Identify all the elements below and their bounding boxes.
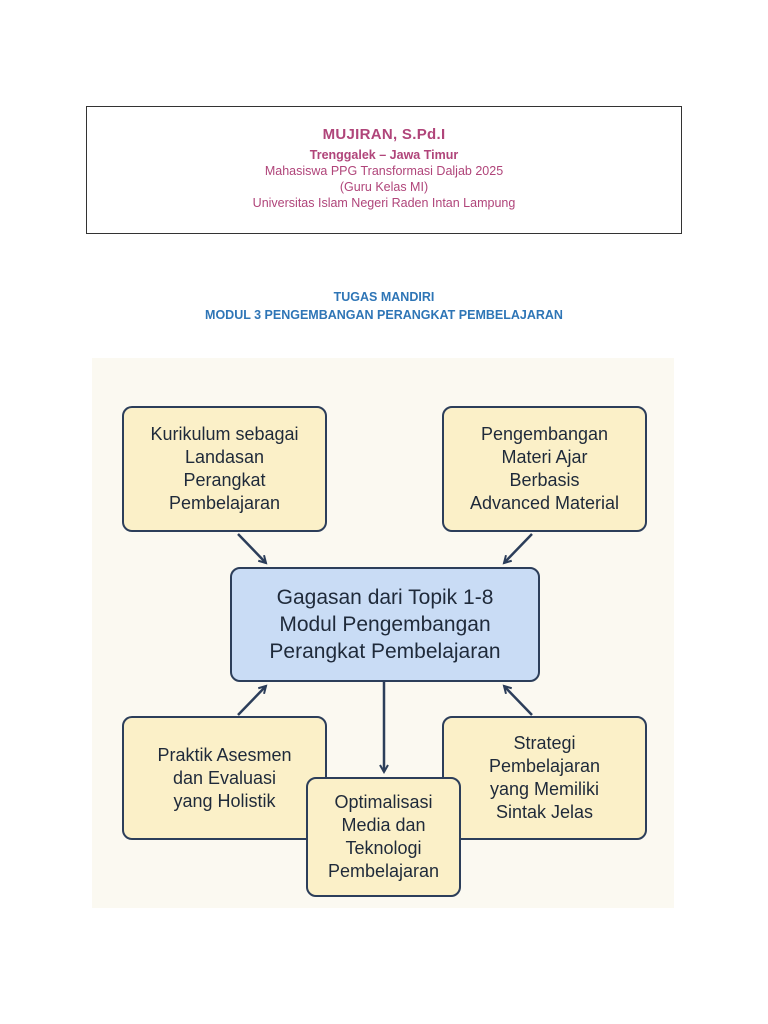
arrow-top-right-to-center [504,534,532,563]
author-university: Universitas Islam Negeri Raden Intan Lampung [252,196,516,210]
author-location: Trenggalek – Jawa Timur [309,148,459,162]
arrow-top-left-to-center [238,534,266,563]
document-title [0,288,768,324]
node-strategi: Strategi Pembelajaran yang Memiliki Sintak Jelas [442,716,647,840]
arrow-bottom-right-to-center [504,686,532,715]
author-info-box [86,106,682,234]
arrow-bottom-left-to-center [238,686,266,715]
author-program: Mahasiswa PPG Transformasi Daljab 2025 [264,164,504,178]
title-line-1: TUGAS MANDIRI [333,290,435,304]
node-media-teknologi: Optimalisasi Media dan Teknologi Pembelajaran [306,777,461,897]
author-class: (Guru Kelas MI) [339,180,429,194]
concept-diagram [92,358,674,908]
node-materi-ajar: Pengembangan Materi Ajar Berbasis Advanced Material [442,406,647,532]
node-kurikulum: Kurikulum sebagai Landasan Perangkat Pembelajaran [122,406,327,532]
title-line-2: MODUL 3 PENGEMBANGAN PERANGKAT PEMBELAJARAN [205,308,563,322]
node-gagasan-center: Gagasan dari Topik 1-8 Modul Pengembangan Perangkat Pembelajaran [230,567,540,682]
author-name: MUJIRAN, S.Pd.I [322,126,446,143]
node-asesmen: Praktik Asesmen dan Evaluasi yang Holistik [122,716,327,840]
